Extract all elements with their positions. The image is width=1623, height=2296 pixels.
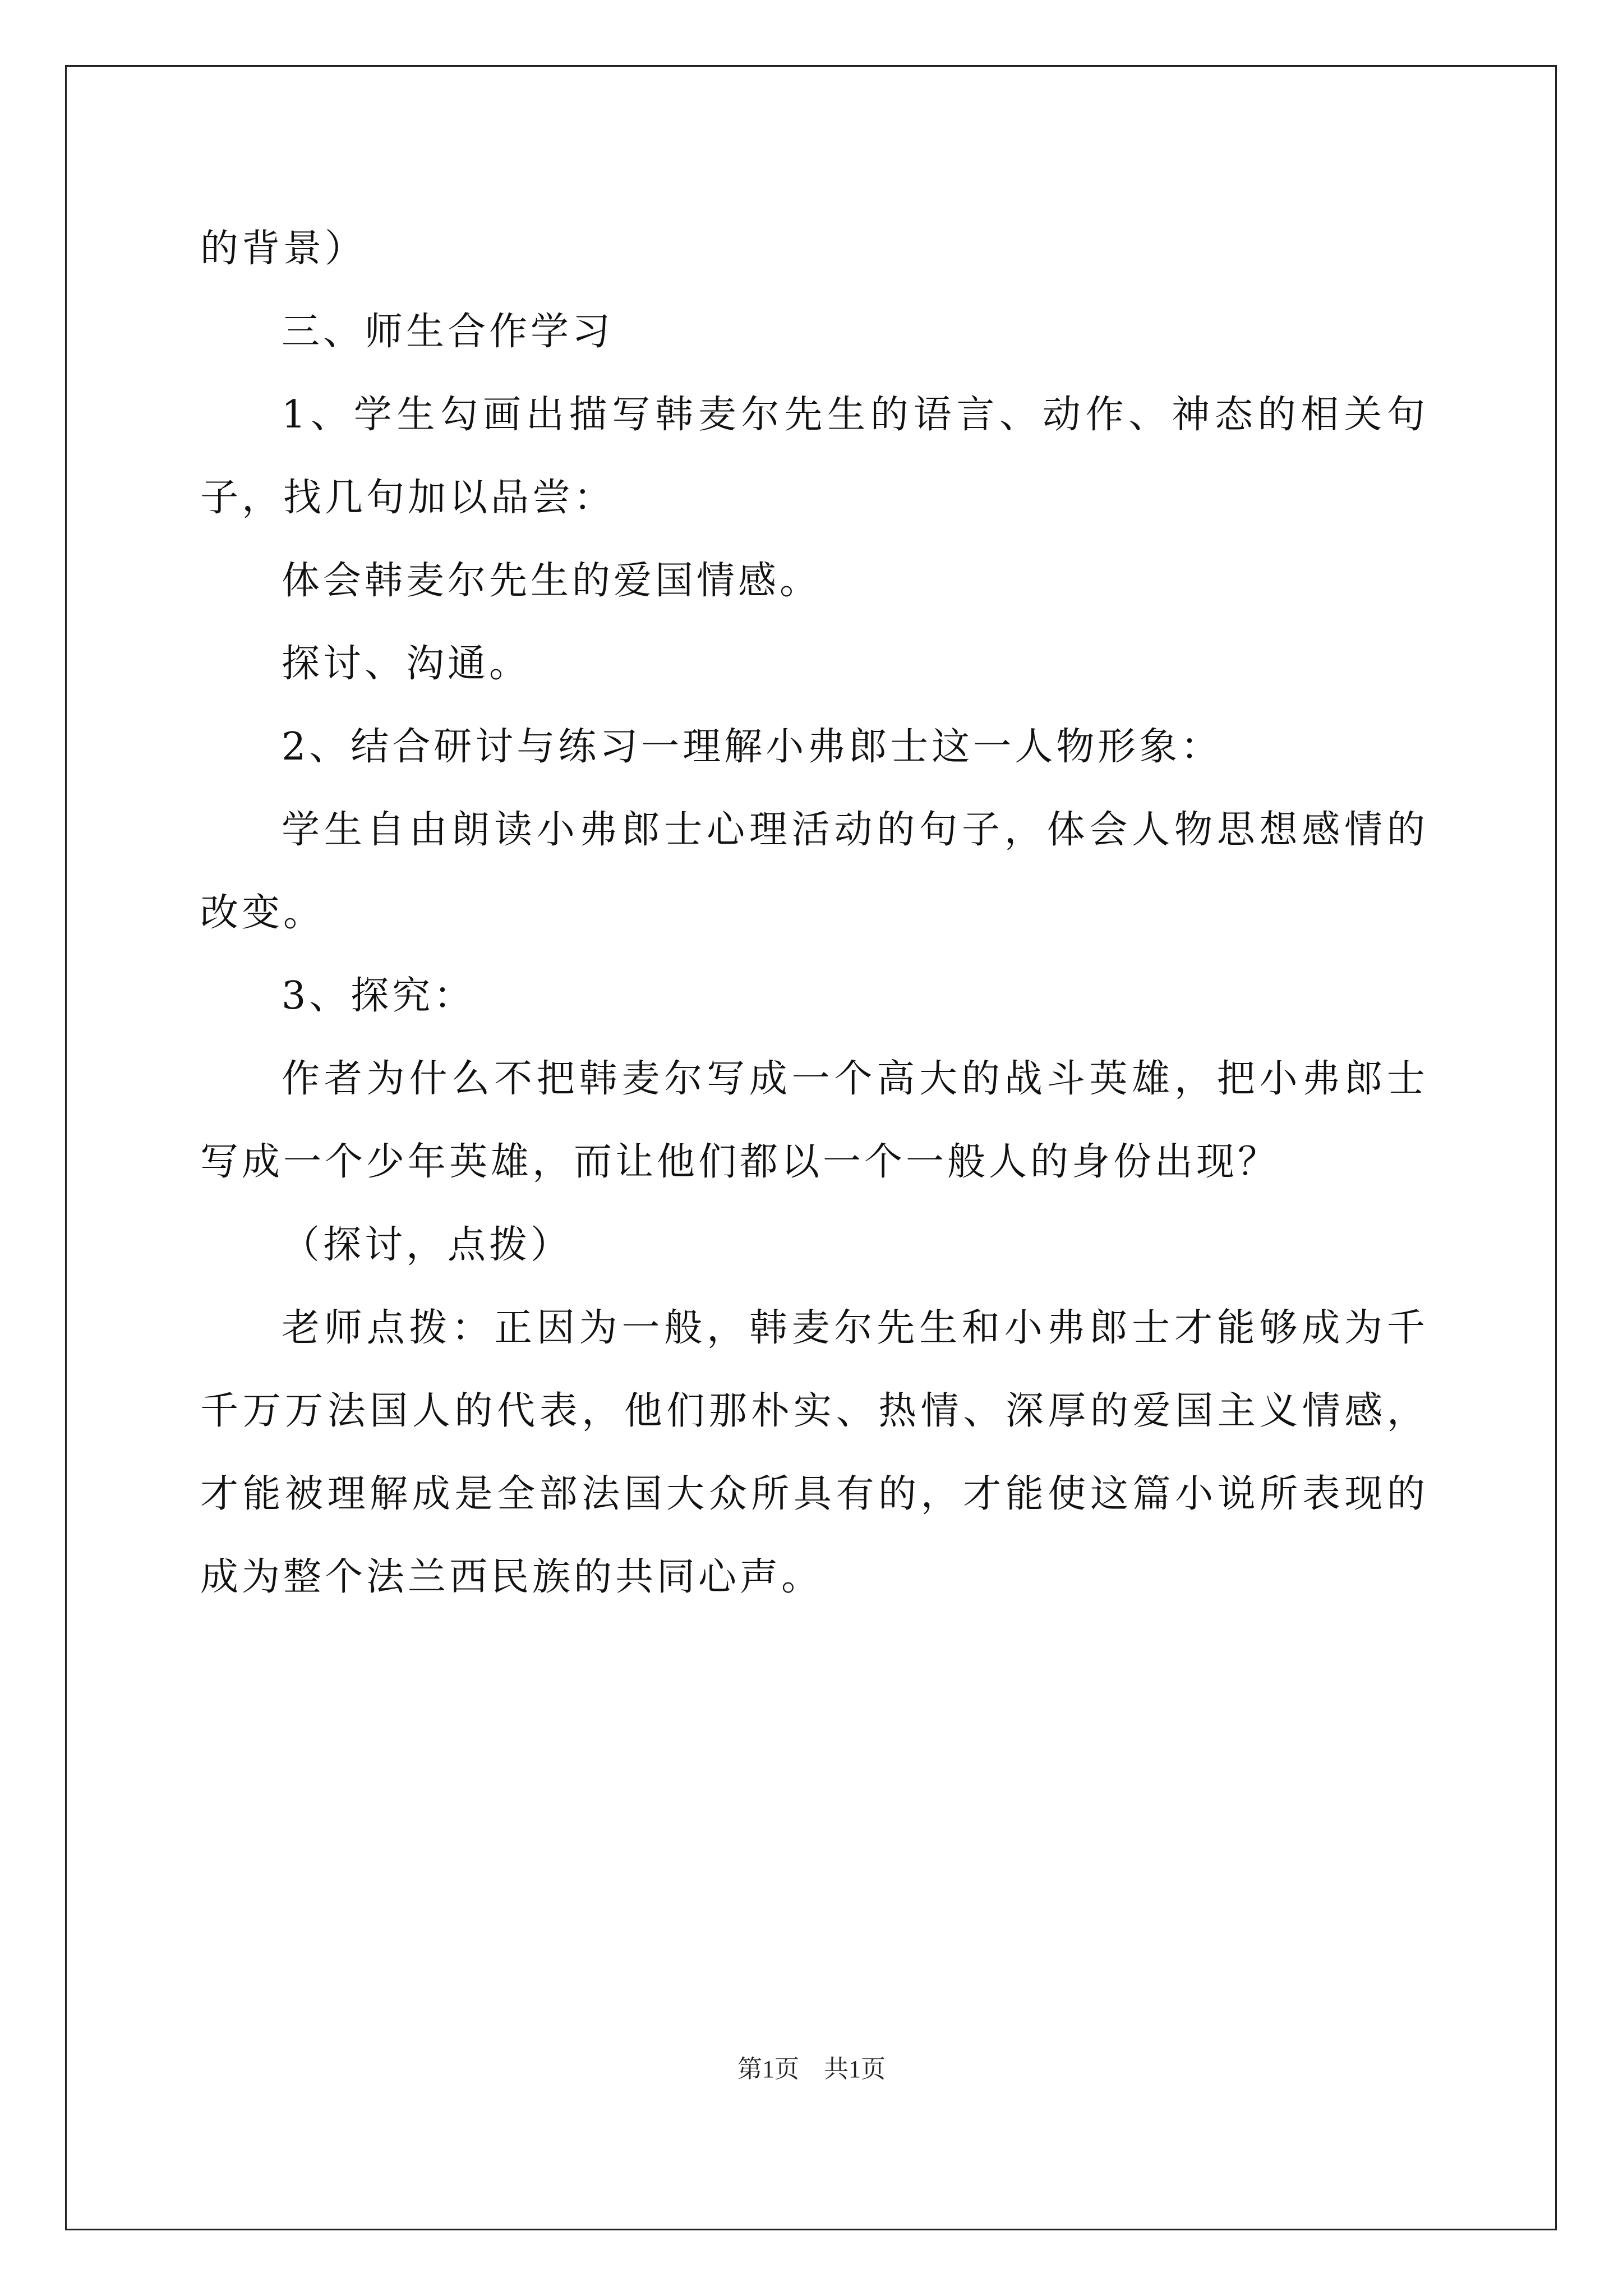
paragraph: 作者为什么不把韩麦尔写成一个高大的战斗英雄，把小弗郎士写成一个少年英雄，而让他们都以一个一般人的身份出现？ <box>200 1057 1428 1184</box>
paragraph: 3、探究： <box>282 974 476 1018</box>
paragraph: （探讨，点拨） <box>282 1223 573 1267</box>
paragraph: 的背景） <box>200 227 367 271</box>
section-heading: 三、师生合作学习 <box>282 310 614 354</box>
paragraph: 探讨、沟通。 <box>282 642 531 686</box>
paragraph: 体会韩麦尔先生的爱国情感。 <box>282 559 822 603</box>
paragraph: 老师点拨：正因为一般，韩麦尔先生和小弗郎士才能够成为千千万万法国人的代表，他们那朴实、热情、深厚的爱国主义情感，才能被理解成是全部法国大众所具有的，才能使这篇小说所表现的成为整个法兰西民族的共同心声。 <box>200 1306 1428 1599</box>
page-number-footer: 第1页 共1页 <box>737 2055 886 2083</box>
paragraph: 2、结合研讨与练习一理解小弗郎士这一人物形象： <box>282 725 1223 769</box>
paragraph: 1、学生勾画出描写韩麦尔先生的语言、动作、神态的相关句子，找几句加以品尝： <box>200 393 1428 520</box>
document-body <box>200 208 1428 1619</box>
paragraph: 学生自由朗读小弗郎士心理活动的句子，体会人物思想感情的改变。 <box>200 808 1428 935</box>
